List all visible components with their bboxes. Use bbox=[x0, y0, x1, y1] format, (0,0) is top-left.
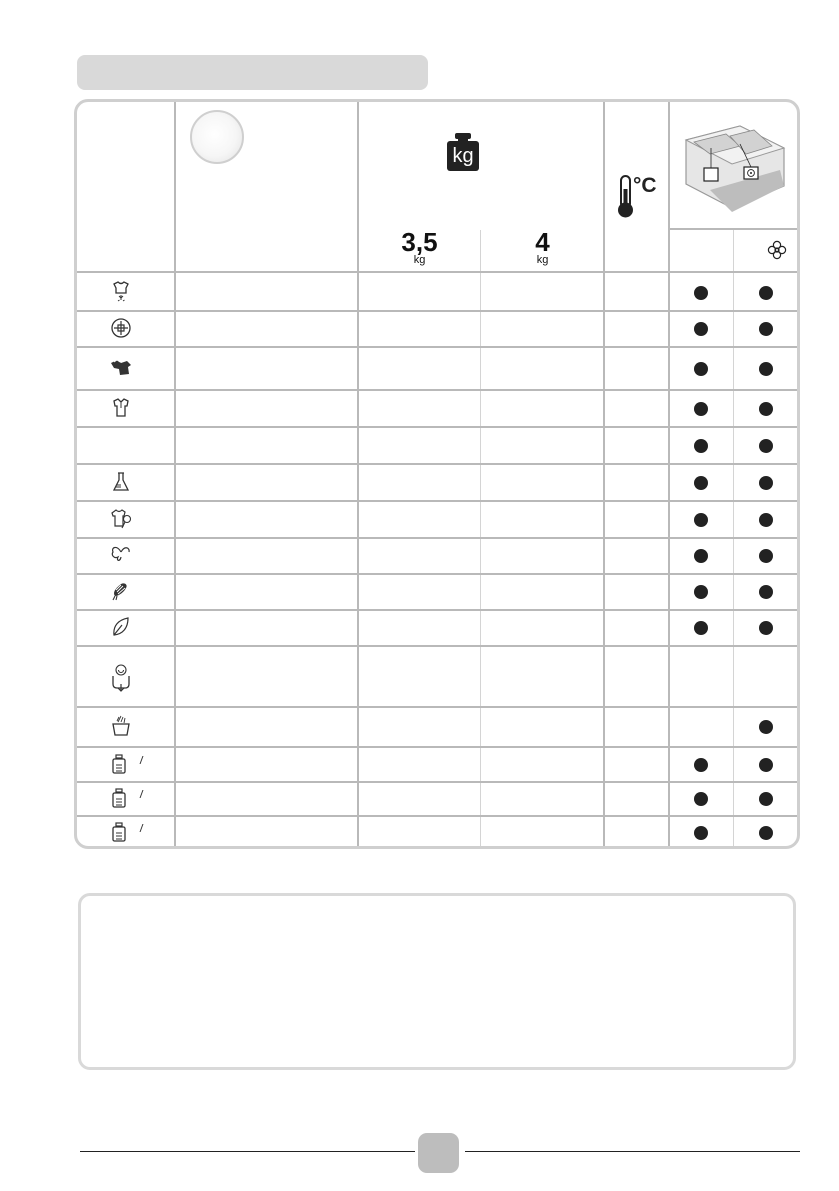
sport-shirt-icon bbox=[108, 507, 134, 536]
table-row bbox=[77, 310, 800, 346]
flask-icon bbox=[108, 470, 134, 499]
note-box bbox=[78, 893, 796, 1070]
table-row bbox=[77, 609, 800, 645]
load-value-1: 3,5 bbox=[401, 227, 438, 257]
load-weight-label: kg bbox=[452, 145, 474, 167]
softener-dot bbox=[759, 476, 773, 490]
footer-rule-left bbox=[80, 1151, 415, 1152]
table-row bbox=[77, 573, 800, 609]
mixed-clothes-icon bbox=[108, 356, 134, 385]
table-row bbox=[77, 815, 800, 848]
prewash-dot bbox=[694, 362, 708, 376]
table-row bbox=[77, 706, 800, 746]
stain-shirt-icon bbox=[108, 280, 134, 309]
softener-dot bbox=[759, 402, 773, 416]
temperature-label: °C bbox=[633, 174, 657, 197]
table-row bbox=[77, 346, 800, 389]
table-row bbox=[77, 463, 800, 500]
prewash-dot bbox=[694, 322, 708, 336]
softener-dot bbox=[759, 826, 773, 840]
prewash-dot bbox=[694, 621, 708, 635]
grid-line bbox=[670, 228, 800, 230]
rinse-tub-icon bbox=[108, 714, 134, 743]
load-weight-icon bbox=[446, 132, 480, 172]
prewash-dot bbox=[694, 585, 708, 599]
softener-dot bbox=[759, 439, 773, 453]
prewash-dot bbox=[694, 286, 708, 300]
load-unit-2: kg bbox=[536, 254, 549, 266]
programme-table bbox=[74, 99, 800, 849]
prewash-dot bbox=[694, 549, 708, 563]
prewash-dot bbox=[694, 826, 708, 840]
section-title-bar bbox=[77, 55, 428, 90]
butterfly-icon bbox=[108, 543, 134, 572]
softener-flower-icon bbox=[767, 240, 787, 260]
table-row bbox=[77, 389, 800, 426]
prewash-dot bbox=[694, 513, 708, 527]
load-value-2: 4 bbox=[535, 227, 550, 257]
wool-skein-icon bbox=[108, 579, 134, 608]
softener-dot bbox=[759, 792, 773, 806]
prewash-dot bbox=[694, 402, 708, 416]
load-unit-1: kg bbox=[413, 254, 426, 266]
softener-dot bbox=[759, 513, 773, 527]
table-row bbox=[77, 500, 800, 537]
table-row bbox=[77, 645, 800, 706]
softener-dot bbox=[759, 362, 773, 376]
table-row bbox=[77, 781, 800, 815]
prewash-dot bbox=[694, 792, 708, 806]
page-number-tab bbox=[418, 1133, 459, 1173]
shirt-icon bbox=[108, 396, 134, 425]
footer-rule-right bbox=[465, 1151, 800, 1152]
table-row bbox=[77, 273, 800, 310]
softener-dot bbox=[759, 322, 773, 336]
softener-dot bbox=[759, 585, 773, 599]
weight-icon bbox=[108, 752, 134, 781]
table-row bbox=[77, 746, 800, 781]
hygiene-cross-icon bbox=[108, 316, 134, 345]
softener-dot bbox=[759, 549, 773, 563]
softener-dot bbox=[759, 720, 773, 734]
prewash-dot bbox=[694, 758, 708, 772]
programme-knob-icon bbox=[190, 110, 244, 164]
softener-dot bbox=[759, 621, 773, 635]
prewash-dot bbox=[694, 476, 708, 490]
prewash-dot bbox=[694, 439, 708, 453]
softener-dot bbox=[759, 286, 773, 300]
weight-icon bbox=[108, 786, 134, 815]
detergent-drawer-icon bbox=[680, 118, 788, 216]
softener-dot bbox=[759, 758, 773, 772]
weight-icon bbox=[108, 820, 134, 849]
spin-drain-icon bbox=[108, 658, 134, 699]
table-row bbox=[77, 537, 800, 573]
table-row bbox=[77, 426, 800, 463]
leaf-icon bbox=[108, 615, 134, 644]
